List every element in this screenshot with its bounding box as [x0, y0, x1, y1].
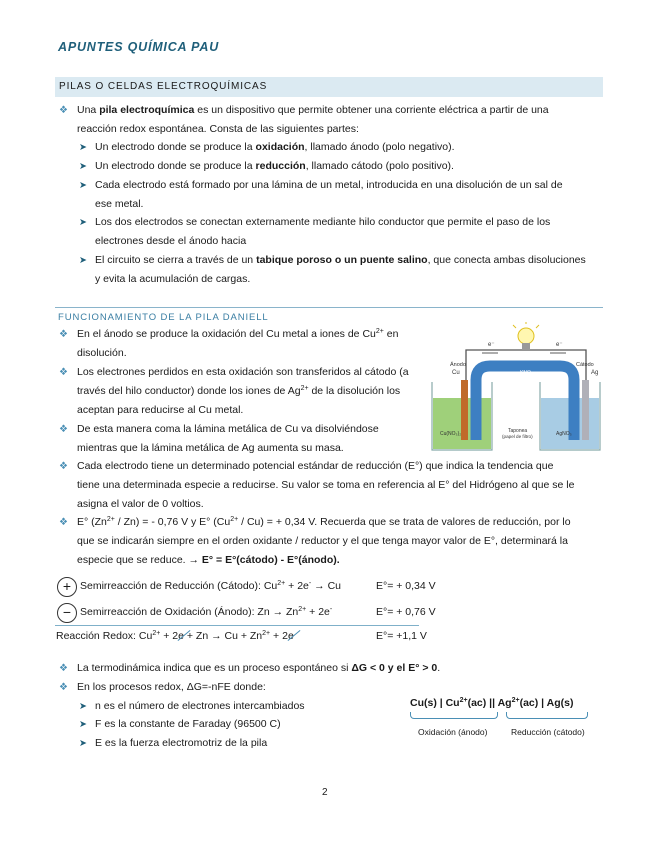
red-rest: + 2e [285, 580, 309, 592]
red-esup: - [308, 580, 312, 587]
b5-l1a: E° (Zn [77, 516, 107, 528]
p5-line2: y evita la acumulación de cargas. [95, 273, 251, 285]
b5-s2: 2+ [230, 516, 239, 523]
total-potential: E°= +1,1 V [376, 630, 427, 642]
total-sup2: 2+ [262, 630, 271, 637]
p1-pre: Un electrodo donde se produce la [95, 141, 256, 153]
redox-divider [55, 625, 419, 626]
ox-rest: + 2e [306, 606, 330, 618]
cell-notation [410, 697, 573, 709]
thermo-sub-e: ➤ E es la fuerza electromotriz de la pila [95, 734, 267, 753]
b2-l1: Los electrones perdidos en esta oxidación son transferidos al cátodo (a [77, 366, 409, 378]
b4-l3: asigna el valor de 0 voltios. [77, 498, 204, 510]
p2-bold: reducción [255, 160, 306, 172]
total-label: Reacción Redox: Cu [56, 630, 153, 642]
salt-bridge-label: KNO₃ [520, 370, 533, 376]
total-sup: 2+ [152, 630, 161, 637]
oxidation-potential: E°= + 0,76 V [376, 606, 436, 618]
silver-electrode [582, 380, 589, 440]
daniell-cell-diagram [428, 322, 604, 454]
b2-l2a: través del hilo conductor) donde los iones de Ag [77, 385, 301, 397]
cell-sup2: 2+ [511, 697, 520, 704]
b3-l2: mientras que la lámina metálica de Ag aumenta su masa. [77, 442, 344, 454]
cell-mid: (ac) || Ag [467, 697, 512, 709]
ox-label: Semirreacción de Oxidación (Ánodo): Zn → Zn [80, 606, 299, 618]
total-a: + 2 [160, 630, 179, 642]
page-number: 2 [322, 787, 328, 798]
red-sup: 2+ [277, 580, 286, 587]
sub-bullet-conductor [95, 213, 603, 251]
anode-label: Ánodo [450, 362, 466, 368]
electron-label-right: e⁻ [556, 342, 563, 348]
thermo-bullet-1 [77, 659, 602, 678]
b4-l1: Cada electrodo tiene un determinado potencial estándar de reducción (E°) que indica la tendencia que [77, 460, 554, 472]
plus-circle-icon: + [57, 577, 77, 597]
cancelled-electron-2: e [287, 630, 294, 642]
b1-sup: 2+ [375, 328, 384, 335]
t1-bold: ΔG < 0 y el E° > 0 [351, 662, 438, 674]
b1-l1a: En el ánodo se produce la oxidación del Cu metal a iones de Cu [77, 328, 376, 340]
oxidation-half-reaction [80, 606, 332, 618]
intro-pre: Una [77, 104, 100, 116]
reduction-potential: E°= + 0,34 V [376, 580, 436, 592]
oxidation-anode-label: Oxidación (ánodo) [418, 727, 488, 737]
cell-right: (ac) | Ag(s) [519, 697, 574, 709]
p3-line2: ese metal. [95, 198, 144, 210]
t1-post: . [437, 662, 441, 674]
p1-post: , llamado ánodo (polo negativo). [304, 141, 455, 153]
copper-electrode [461, 380, 468, 440]
oxidation-brace [410, 712, 498, 719]
cu-label: Cu [452, 370, 460, 376]
page-title: APUNTES QUÍMICA PAU [58, 40, 220, 54]
sub-bullet-electrode [95, 176, 603, 214]
b5-l2: que se indicarán siempre en el orden oxidante / reductor y el que tenga mayor valor de E°, determinará la [77, 535, 568, 547]
t1-pre: La termodinámica indica que es un proceso espontáneo si [77, 662, 352, 674]
b2-l2b: de la disolución los [308, 385, 401, 397]
ox-sup: 2+ [298, 606, 307, 613]
p3-line1: Cada electrodo está formado por una lámina de un metal, introducida en una disolución de un sal de [95, 179, 563, 191]
cell-sup1: 2+ [459, 697, 468, 704]
thermo-bullet-2: ❖ En los procesos redox, ΔG=-nFE donde: [77, 678, 266, 697]
bullet-intro [77, 101, 602, 139]
daniell-bullet-4 [77, 457, 602, 514]
b5-l1c: / Cu) = + 0,34 V. Recuerda que se trata de valores de reducción, por lo [238, 516, 571, 528]
b3-l1: De esta manera coma la lámina metálica de Cu va disolviéndose [77, 423, 379, 435]
p2-pre: Un electrodo donde se produce la [95, 160, 256, 172]
p5-post: , que conecta ambas disoluciones [427, 254, 586, 266]
thermo-sub-n: ➤ n es el número de electrones intercambiados [95, 697, 305, 716]
bulb-socket [522, 343, 530, 350]
b4-l2: tiene una determinada especie a reducirse. Su valor se toma en referencia al E° del Hidrógeno al que se le [77, 479, 575, 491]
sub-bullet-reduction [95, 157, 454, 176]
red-label: Semirreacción de Reducción (Cátodo): Cu [80, 580, 278, 592]
b5-l3b: E° = E°(cátodo) - E°(ánodo). [201, 554, 340, 566]
total-c: + 2 [270, 630, 288, 642]
intro-bold: pila electroquímica [99, 104, 195, 116]
reduction-half-reaction [80, 580, 341, 592]
ox-esup: - [329, 606, 333, 613]
intro-post: es un dispositivo que permite obtener una corriente eléctrica a partir de una [194, 104, 549, 116]
right-solution-label: AgNO₃ [556, 431, 572, 437]
total-b: + Zn → Cu + Zn [183, 630, 263, 642]
daniell-bullet-1 [77, 325, 422, 363]
p1-bold: oxidación [255, 141, 305, 153]
bulb-icon [518, 328, 534, 344]
section-heading-daniell [55, 307, 603, 323]
sub-bullet-oxidation [95, 138, 455, 157]
sub-bullet-salt-bridge [95, 251, 603, 289]
cell-left: Cu(s) | Cu [410, 697, 460, 709]
daniell-bullet-5 [77, 513, 602, 570]
p2-post: , llamado cátodo (polo positivo). [305, 160, 454, 172]
b2-sup: 2+ [300, 385, 309, 392]
minus-circle-icon: − [57, 603, 77, 623]
section-heading-pilas [55, 77, 603, 97]
b1-l1b: en [383, 328, 399, 340]
b2-l3: aceptan para reducirse al Cu metal. [77, 404, 244, 416]
p4-line2: electrones desde el ánodo hacia [95, 235, 247, 247]
ag-label: Ag [591, 370, 599, 376]
cancelled-electron-1: e [178, 630, 184, 642]
reduction-brace [506, 712, 588, 719]
thermo-sub-f: ➤ F es la constante de Faraday (96500 C) [95, 715, 281, 734]
intro-line2: reacción redox espontánea. Consta de las siguientes partes: [77, 123, 359, 135]
p5-pre: El circuito se cierra a través de un [95, 254, 257, 266]
p5-bold: tabique poroso o un puente salino [256, 254, 428, 266]
cathode-label: Cátodo [576, 362, 594, 368]
daniell-bullet-3 [77, 420, 422, 458]
total-redox-reaction [56, 630, 294, 642]
b5-s1: 2+ [106, 516, 115, 523]
b5-l1b: / Zn) = - 0,76 V y E° (Cu [114, 516, 231, 528]
b1-l2: disolución. [77, 347, 127, 359]
left-solution-label: Cu(NO₃)₂ [440, 431, 462, 437]
plug-label-1: Taponea [508, 428, 528, 434]
b5-l3a: especie que se reduce. → [77, 554, 202, 566]
p4-line1: Los dos electrodos se conectan externamente mediante hilo conductor que permite el paso de los [95, 216, 551, 228]
reduction-cathode-label: Reducción (cátodo) [511, 727, 585, 737]
section-heading-daniell-text: FUNCIONAMIENTO DE LA PILA DANIELL [58, 312, 269, 323]
red-prod: → Cu [311, 580, 342, 592]
daniell-bullet-2 [77, 363, 422, 420]
section-heading-pilas-text: PILAS O CELDAS ELECTROQUÍMICAS [59, 81, 268, 92]
plug-label-2: (papel de filtro) [502, 434, 533, 439]
electron-label-left: e⁻ [488, 342, 495, 348]
